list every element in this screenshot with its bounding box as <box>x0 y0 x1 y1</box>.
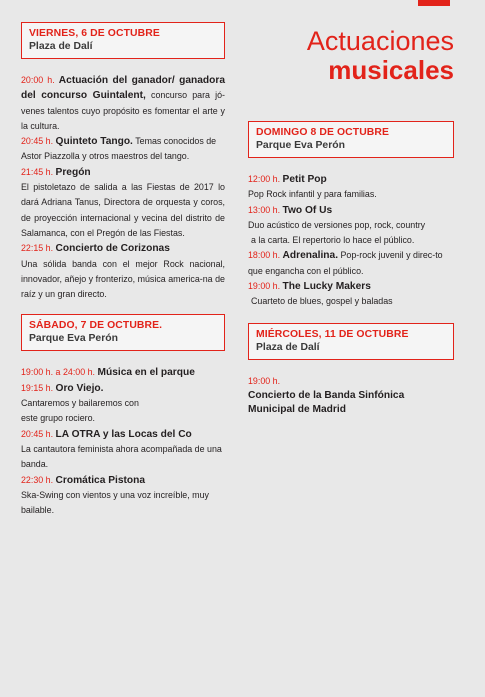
domingo-date: DOMINGO 8 DE OCTUBRE <box>256 127 390 138</box>
page-title-line2: musicales <box>328 55 454 85</box>
event-time: 19:00 h. <box>248 281 281 292</box>
event-name: Two Of Us <box>282 204 333 216</box>
viernes-event-3 <box>21 165 225 241</box>
event-time: 21:45 h. <box>21 166 54 177</box>
domingo-event-1 <box>248 172 454 203</box>
viernes-event-1 <box>21 73 225 134</box>
sabado-event-2 <box>21 381 225 427</box>
domingo-header <box>248 121 454 158</box>
miercoles-place: Plaza de Dalí <box>256 341 320 353</box>
event-desc: Temas conocidos de Astor Piazzolla y otros maestros del tango. <box>21 136 217 162</box>
event-desc: concurso para jó-venes talentos cuyo propósito es fomentar el arte y la cultura. <box>21 90 225 131</box>
sabado-place: Parque Eva Perón <box>29 333 118 345</box>
event-desc: Cantaremos y bailaremos con <box>21 398 139 409</box>
viernes-header <box>21 22 225 59</box>
corner-tab <box>418 0 450 6</box>
viernes-event-2 <box>21 134 225 165</box>
event-name: Oro Viejo. <box>55 382 104 394</box>
miercoles-event-1 <box>248 374 454 417</box>
sabado-events <box>21 365 225 518</box>
domingo-event-4 <box>248 279 454 310</box>
sabado-date: SÁBADO, 7 DE OCTUBRE. <box>29 320 163 332</box>
event-desc: Duo acústico de versiones pop, rock, country <box>248 219 426 230</box>
event-name: Pregón <box>55 166 91 178</box>
left-column <box>21 22 225 518</box>
event-name: LA OTRA y las Locas del Co <box>55 428 192 440</box>
viernes-place: Plaza de Dalí <box>29 41 93 52</box>
viernes-date: VIERNES, 6 DE OCTUBRE <box>29 28 160 39</box>
event-name: Cromática Pistona <box>55 474 145 486</box>
event-desc: Una sólida banda con el mejor Rock nacional, innovador, añejo y fronterizo, música america-na de raíz y un gran directo. <box>21 258 225 300</box>
event-name: Música en el parque <box>97 367 195 379</box>
event-name: Concierto de Corizonas <box>55 243 170 255</box>
event-time: 22:30 h. <box>21 474 54 485</box>
event-name: Adrenalina. <box>282 250 339 262</box>
event-time: 13:00 h. <box>248 204 281 215</box>
event-desc: El pistoletazo de salida a las Fiestas de 2017 lo dará Adriana Tanus, Directora de orquesta y coros, de proyección internacional y vecina del distrito de Salamanca, con el Pregón de las Fiestas. <box>21 182 225 238</box>
event-time: 19:00 h. a 24:00 h. <box>21 367 96 378</box>
sabado-event-1 <box>21 365 225 380</box>
event-time: 20:45 h. <box>21 136 54 147</box>
event-time: 18:00 h. <box>248 250 281 261</box>
domingo-event-2 <box>248 203 454 249</box>
event-name: Concierto de la Banda Sinfónica Municipal de Madrid <box>248 389 405 415</box>
event-desc: este grupo rociero. <box>21 413 95 424</box>
sabado-header <box>21 314 225 351</box>
domingo-event-3 <box>248 248 454 279</box>
event-name: The Lucky Makers <box>282 281 371 293</box>
event-name: Petit Pop <box>282 174 327 185</box>
event-desc: Ska-Swing con vientos y una voz increíble, muy bailable. <box>21 489 209 516</box>
event-desc: Pop-rock juvenil y direc-to que engancha con el público. <box>248 250 443 276</box>
sabado-event-4 <box>21 473 225 519</box>
event-time: 12:00 h. <box>248 174 281 184</box>
event-desc: Cuarteto de blues, gospel y baladas <box>251 296 393 307</box>
event-time: 19:00 h. <box>248 375 281 386</box>
event-time: 19:15 h. <box>21 382 54 393</box>
event-desc: La cantautora feminista ahora acompañada de una banda. <box>21 443 222 470</box>
viernes-event-4 <box>21 241 225 302</box>
event-time: 22:15 h. <box>21 243 54 254</box>
event-time: 20:00 h. <box>21 75 55 85</box>
miercoles-header <box>248 323 454 360</box>
miercoles-events <box>248 374 454 417</box>
viernes-events <box>21 73 225 302</box>
right-column <box>248 22 454 417</box>
event-name: Quinteto Tango. <box>55 136 133 148</box>
page-title-line1: Actuaciones <box>306 26 454 56</box>
miercoles-date: MIÉRCOLES, 11 DE OCTUBRE <box>256 328 409 340</box>
domingo-events <box>248 172 454 310</box>
sabado-event-3 <box>21 427 225 473</box>
event-name: Actuación del ganador/ ganadora del concurso Guintalent, <box>21 75 225 102</box>
event-time: 20:45 h. <box>21 428 54 439</box>
domingo-place: Parque Eva Perón <box>256 140 345 151</box>
event-desc: Pop Rock infantil y para familias. <box>248 189 377 200</box>
event-desc: a la carta. El repertorio lo hace el público. <box>251 235 415 246</box>
